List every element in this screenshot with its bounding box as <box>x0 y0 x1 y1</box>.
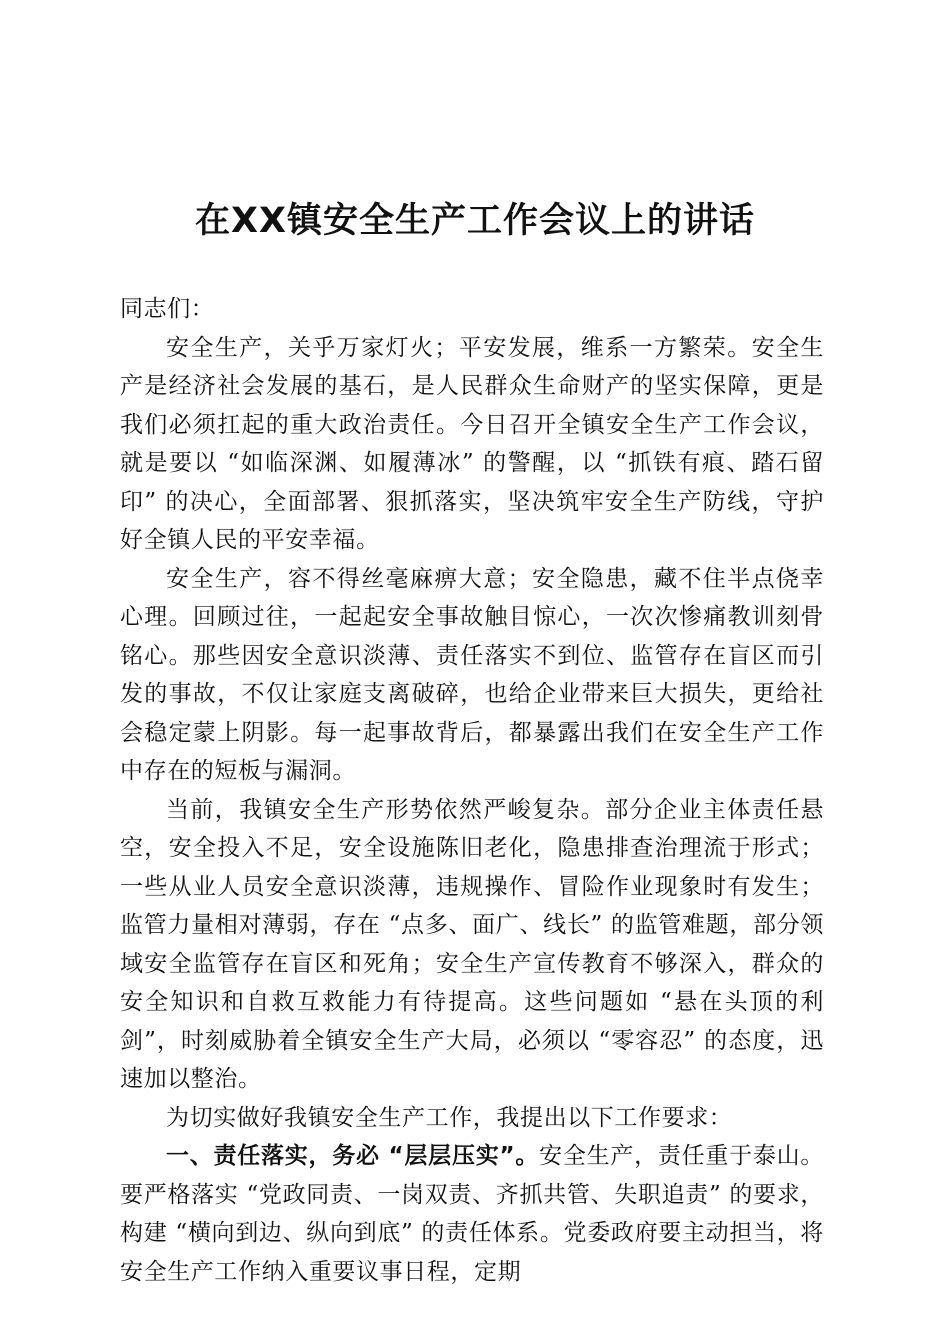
paragraph-lessons: 安全生产，容不得丝毫麻痹大意；安全隐患，藏不住半点侥幸心理。回顾过往，一起起安全事故触目惊心，一次次惨痛教训刻骨铭心。那些因安全意识淡薄、责任落实不到位、监管存在盲区而引发的事故，不仅让家庭支离破碎，也给企业带来巨大损失，更给社会稳定蒙上阴影。每一起事故背后，都暴露出我们在安全生产工作中存在的短板与漏洞。 <box>120 565 824 784</box>
document-body <box>120 290 824 1291</box>
section-one-paragraph <box>120 1137 824 1291</box>
paragraph-requirements-intro: 为切实做好我镇安全生产工作，我提出以下工作要求： <box>166 1104 733 1131</box>
document-title: 在XX镇安全生产工作会议上的讲话 <box>195 201 755 241</box>
salutation: 同志们： <box>120 296 215 322</box>
section-one-text: 安全生产，责任重于泰山。要严格落实 “党政同责、一岗双责、齐抓共管、失职追责” 的要求，构建 “横向到边、纵向到底” 的责任体系。党委政府要主动担当，将安全生产工作纳入重要议事日程，定期 <box>120 1143 824 1285</box>
paragraph-current-situation: 当前，我镇安全生产形势依然严峻复杂。部分企业主体责任悬空，安全投入不足，安全设施陈旧老化，隐患排查治理流于形式；一些从业人员安全意识淡薄，违规操作、冒险作业现象时有发生；监管力量相对薄弱，存在 “点多、面广、线长” 的监管难题，部分领域安全监管存在盲区和死角；安全生产宣传教育不够深入，群众的安全知识和自救互救能力有待提高。这些问题如 “悬在头顶的利剑”，时刻威胁着全镇安全生产大局，必须以 “零容忍” 的态度，迅速加以整治。 <box>120 796 824 1092</box>
section-one-heading: 一、责任落实，务必 “层层压实”。 <box>166 1143 540 1169</box>
paragraph-intro: 安全生产，关乎万家灯火；平安发展，维系一方繁荣。安全生产是经济社会发展的基石，是人民群众生命财产的坚实保障，更是我们必须扛起的重大政治责任。今日召开全镇安全生产工作会议，就是要以 “如临深渊、如履薄冰” 的警醒，以 “抓铁有痕、踏石留印” 的决心，全面部署、狠抓落实，坚决筑牢安全生产防线，守护好全镇人民的平安幸福。 <box>120 334 824 553</box>
